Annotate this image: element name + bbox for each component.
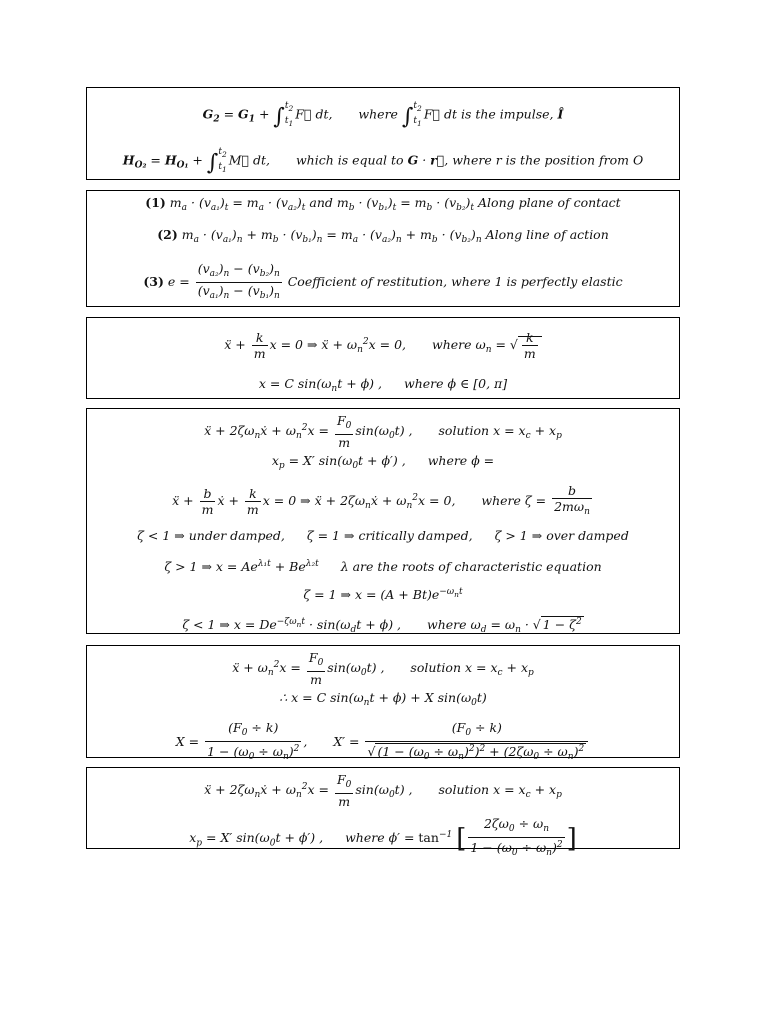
damping-cases: ζ < 1 ⇒ under damped, ζ = 1 ⇒ critically damped, ζ > 1 ⇒ over damped <box>137 528 629 543</box>
impulse-momentum-box <box>86 87 680 180</box>
collision-eq-1: (1) $m_a \cdot (v_{a_1})_t = m_a \cdot (v_{a_2})_t$ and $m_b \cdot (v_{b_1})_t = m_b \cdot (v_{b_2})_t$ Along plane of contact <box>145 195 621 214</box>
angular-impulse-equation: $H_{O_2} = H_{O_1}$ + ∫ $t_2$ $t_1$ M⃗ dt, which is equal to G · r⃗, where r is the position from O <box>122 147 644 176</box>
overdamped-solution: ζ > 1 ⇒ $x = Ae^{\lambda_1t} + Be^{\lambda_2t}$ λ are the roots of characteristic equation <box>164 558 602 574</box>
collision-box <box>86 190 680 307</box>
phase-angle-eq: $x_p = X'$ $\sin(\omega_0t + \phi')$ , where $\phi' = \tan^{-1}$ [ $\frac{2\zeta\omega_0 \div \omega_n}{1 - (\omega_0 \div \omega_n)^2}$ ] <box>87 816 679 861</box>
damped-forced-box <box>86 408 680 634</box>
collision-eq-2: (2) $m_a \cdot (v_{a_1})_n + m_b \cdot (v_{b_1})_n = m_a \cdot (v_{a_2})_n + m_b \cdot (v_{b_2})_n$ Along line of action <box>157 227 609 246</box>
undamped-forced-eq: ẍ + $\omega_n^2x$ = $\frac{F_0}{m}$ $\sin(\omega_0t)$ , solution $x = x_c + x_p$ <box>232 650 534 688</box>
particular-solution-eq: $x_p = X'$ $\sin(\omega_0t + \phi')$ , where ϕ = <box>271 453 495 472</box>
underdamped-solution: ζ < 1 ⇒ $x = De^{-\zeta\omega_nt} \cdot \sin(\omega_dt + \phi)$ , where $\omega_d = \omega_n$ · √ $1 - \zeta^2$ <box>182 616 582 636</box>
impulse-note: dt is the impulse, <box>443 106 554 122</box>
plane-of-contact-note: Along plane of contact <box>478 195 621 210</box>
amplitude-equations: X = $\frac{(F_0 \div k)}{1 - (\omega_0 \div \omega_n)^2}$ , X′ = $\frac{(F_0 \div k)}{√ (1 - (\omega_0 \div \omega_n)^2)^2 + (2\zeta\omega_0 \div \omega_n)^2}$ <box>87 720 679 765</box>
line-of-action-note: Along line of action <box>485 227 609 242</box>
free-vibration-eq: ẍ + $\frac{k}{m}$ x = 0 ⇒ ẍ + $\omega_n^2x = 0$, where $\omega_n$ = √ $\frac{k}{m}$ <box>87 330 679 361</box>
undamped-forced-box <box>86 645 680 763</box>
damped-forced-eq: ẍ + $2\zeta\omega_nẋ + \omega_n^2x$ = $\frac{F_0}{m}$ $\sin(\omega_0t)$ , solution $x = x_c + x_p$ <box>204 413 562 451</box>
restitution-note: Coefficient of restitution, where 1 is perfectly elastic <box>287 274 623 290</box>
collision-eq-3: (3) e = $\frac{(v_{a_2})_n - (v_{b_2})_n}{(v_{a_1})_n - (v_{b_1})_n}$ Coefficient of restitution, where 1 is perfectly elastic <box>87 261 679 304</box>
impulse-equation: $G_2 = G_1$ + ∫ $t_2$ $t_1$ F⃗ dt, where ∫ $t_2$ $t_1$ F⃗ dt is the impulse, Î <box>202 101 564 130</box>
damped-particular-eq: ẍ + $2\zeta\omega_nẋ + \omega_n^2x$ = $\frac{F_0}{m}$ $\sin(\omega_0t)$ , solution $x = x_c + x_p$ <box>204 772 562 810</box>
undamped-general-solution: ∴ x = C $\sin(\omega_nt + \phi) + X$ $\sin(\omega_0t)$ <box>279 690 487 709</box>
critically-damped-solution: ζ = 1 ⇒ $x = (A + Bt)e^{-\omega_nt}$ <box>303 586 463 602</box>
homogeneous-eq: ẍ + $\frac{b}{m}$ ẋ + $\frac{k}{m}$ x = 0 ⇒ ẍ + $2\zeta\omega_nẋ + \omega_n^2x = 0$, where ζ = $\frac{b}{2m\omega_n}$ <box>87 483 679 520</box>
damped-particular-box <box>86 767 680 859</box>
angular-note: which is equal to <box>295 152 404 168</box>
free-vibration-box <box>86 317 680 399</box>
free-vibration-solution: x = C $\sin(\omega_nt + \phi)$ , where ϕ ∈ [0, π] <box>258 376 508 395</box>
